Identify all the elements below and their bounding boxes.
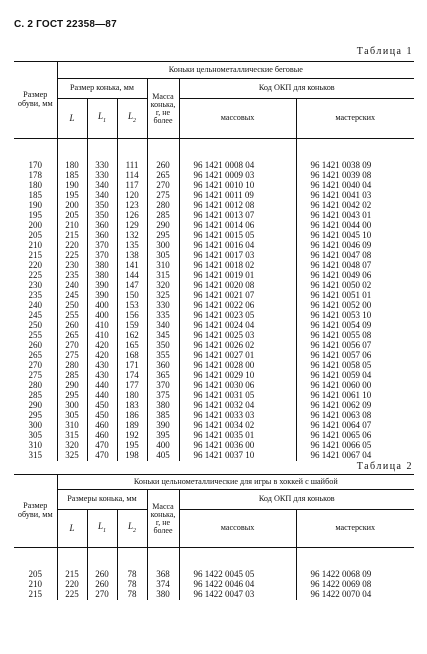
table-cell: 320 — [57, 441, 87, 451]
table-cell: 96 1421 0027 01 — [179, 351, 296, 361]
table-cell: 215 — [57, 231, 87, 241]
table-cell: 340 — [87, 181, 117, 191]
table-cell: 78 — [117, 570, 147, 580]
table-cell: 390 — [87, 291, 117, 301]
table-cell: 280 — [28, 380, 42, 391]
table-cell: 315 — [57, 431, 87, 441]
table-cell: 265 — [57, 331, 87, 341]
table-cell: 96 1421 0024 04 — [179, 321, 296, 331]
table-cell: 260 — [87, 570, 117, 580]
table-cell: 117 — [117, 181, 147, 191]
table-cell: 215 — [28, 250, 42, 261]
col-L: L — [57, 510, 87, 548]
table-cell: 96 1421 0037 10 — [179, 451, 296, 461]
col-shoe-size: Размер обуви, мм — [14, 475, 57, 548]
table-cell: 380 — [147, 401, 179, 411]
table-cell: 185 — [57, 171, 87, 181]
table-1-group-title: Коньки цельнометаллические беговые — [57, 62, 414, 79]
table-cell: 96 1421 0028 00 — [179, 361, 296, 371]
table-cell: 96 1421 0067 04 — [296, 451, 414, 461]
table-cell: 305 — [57, 411, 87, 421]
col-L1: $L_1$ — [87, 99, 117, 139]
table-cell: 195 — [28, 210, 42, 221]
table-cell: 430 — [87, 371, 117, 381]
table-cell: 470 — [87, 441, 117, 451]
table-cell: 310 — [57, 421, 87, 431]
table-cell: 96 1422 0047 03 — [179, 590, 296, 600]
table-cell: 96 1421 0058 05 — [296, 361, 414, 371]
table-cell: 270 — [57, 341, 87, 351]
table-cell: 96 1421 0039 08 — [296, 171, 414, 181]
table-cell: 96 1421 0023 05 — [179, 311, 296, 321]
table-cell: 360 — [87, 231, 117, 241]
table-cell: 114 — [117, 171, 147, 181]
table-cell: 255 — [28, 330, 42, 341]
table-cell: 96 1421 0036 00 — [179, 441, 296, 451]
table-cell: 96 1421 0030 06 — [179, 381, 296, 391]
table-cell: 450 — [87, 411, 117, 421]
table-cell: 225 — [57, 251, 87, 261]
table-cell: 132 — [117, 231, 147, 241]
table-cell: 340 — [147, 321, 179, 331]
table-cell: 215 — [57, 570, 87, 580]
table-cell: 96 1421 0038 09 — [296, 161, 414, 171]
table-cell: 380 — [147, 590, 179, 600]
table-cell: 96 1422 0045 05 — [179, 570, 296, 580]
table-cell: 96 1421 0043 01 — [296, 211, 414, 221]
table-cell: 325 — [147, 291, 179, 301]
table-cell: 96 1422 0068 09 — [296, 570, 414, 580]
table-cell: 365 — [147, 371, 179, 381]
table-cell: 305 — [147, 251, 179, 261]
table-cell: 470 — [87, 451, 117, 461]
table-cell: 235 — [57, 271, 87, 281]
table-cell: 198 — [117, 451, 147, 461]
table-cell: 96 1421 0053 10 — [296, 311, 414, 321]
table-cell: 390 — [147, 421, 179, 431]
table-cell: 370 — [87, 241, 117, 251]
table-cell: 310 — [147, 261, 179, 271]
table-cell: 360 — [147, 361, 179, 371]
table-cell: 96 1421 0057 06 — [296, 351, 414, 361]
table-cell: 96 1421 0061 10 — [296, 391, 414, 401]
table-cell: 385 — [147, 411, 179, 421]
table-cell: 295 — [28, 410, 42, 421]
table-cell: 96 1421 0049 06 — [296, 271, 414, 281]
table-cell: 138 — [117, 251, 147, 261]
col-skate-mass: Масса конька, г, не более — [147, 490, 179, 548]
table-cell: 96 1421 0048 07 — [296, 261, 414, 271]
table-cell: 270 — [147, 181, 179, 191]
col-L1: $L_1$ — [87, 510, 117, 548]
table-cell: 380 — [87, 261, 117, 271]
table-1-caption: Таблица 1 — [356, 46, 413, 57]
table-cell: 96 1421 0063 08 — [296, 411, 414, 421]
table-cell: 96 1421 0054 09 — [296, 321, 414, 331]
table-cell: 400 — [87, 301, 117, 311]
table-cell: 126 — [117, 211, 147, 221]
table-cell: 96 1421 0055 08 — [296, 331, 414, 341]
table-cell: 111 — [117, 161, 147, 171]
table-cell: 96 1421 0020 08 — [179, 281, 296, 291]
table-cell: 275 — [147, 191, 179, 201]
table-cell: 250 — [28, 320, 42, 331]
table-cell: 220 — [57, 241, 87, 251]
col-mass-production: массовых — [179, 99, 296, 139]
table-cell: 285 — [57, 371, 87, 381]
page-header — [14, 19, 117, 30]
table-cell: 178 — [28, 170, 42, 181]
table-cell: 159 — [117, 321, 147, 331]
table-cell: 153 — [117, 301, 147, 311]
standard-code: ГОСТ 22358—87 — [36, 19, 117, 30]
table-cell: 96 1421 0033 03 — [179, 411, 296, 421]
table-cell: 78 — [117, 590, 147, 600]
table-cell: 370 — [147, 381, 179, 391]
page-number: С. 2 — [14, 19, 34, 30]
table-cell: 210 — [57, 221, 87, 231]
table-cell: 192 — [117, 431, 147, 441]
table-cell: 390 — [87, 281, 117, 291]
table-2 — [14, 474, 414, 600]
table-cell: 156 — [117, 311, 147, 321]
table-cell: 185 — [28, 190, 42, 201]
table-cell: 260 — [87, 580, 117, 590]
table-cell: 129 — [117, 221, 147, 231]
table-cell: 330 — [87, 171, 117, 181]
table-cell: 180 — [57, 161, 87, 171]
table-cell: 96 1421 0044 00 — [296, 221, 414, 231]
table-cell: 162 — [117, 331, 147, 341]
table-cell: 350 — [87, 211, 117, 221]
table-2-caption: Таблица 2 — [356, 461, 413, 472]
table-cell: 245 — [28, 310, 42, 321]
table-cell: 290 — [28, 400, 42, 411]
table-cell: 450 — [87, 401, 117, 411]
table-cell: 300 — [28, 420, 42, 431]
table-cell: 200 — [57, 201, 87, 211]
table-cell: 335 — [147, 311, 179, 321]
table-cell: 183 — [117, 401, 147, 411]
table-cell: 410 — [87, 331, 117, 341]
table-cell: 78 — [117, 580, 147, 590]
table-cell: 270 — [87, 590, 117, 600]
col-L2: $L_2$ — [117, 99, 147, 139]
table-cell: 330 — [87, 161, 117, 171]
table-cell: 280 — [57, 361, 87, 371]
table-cell: 205 — [28, 230, 42, 241]
table-cell: 230 — [57, 261, 87, 271]
col-okp-code: Код ОКП для коньков — [179, 490, 414, 510]
table-1-body — [14, 139, 414, 462]
table-cell: 250 — [57, 301, 87, 311]
table-cell: 340 — [87, 191, 117, 201]
table-cell: 205 — [57, 211, 87, 221]
table-cell: 171 — [117, 361, 147, 371]
table-cell: 305 — [28, 430, 42, 441]
table-cell: 96 1421 0015 05 — [179, 231, 296, 241]
table-cell: 225 — [57, 590, 87, 600]
table-cell: 225 — [28, 270, 42, 281]
table-cell: 180 — [117, 391, 147, 401]
table-cell: 285 — [147, 211, 179, 221]
table-cell: 275 — [28, 370, 42, 381]
table-cell: 430 — [87, 361, 117, 371]
table-cell: 285 — [28, 390, 42, 401]
table-cell: 374 — [147, 580, 179, 590]
table-cell: 295 — [57, 391, 87, 401]
table-cell: 96 1421 0026 02 — [179, 341, 296, 351]
table-cell: 440 — [87, 391, 117, 401]
table-cell: 240 — [57, 281, 87, 291]
table-row — [14, 451, 414, 461]
table-cell: 260 — [147, 161, 179, 171]
table-cell: 210 — [28, 579, 42, 590]
table-cell: 235 — [28, 290, 42, 301]
table-cell: 240 — [28, 300, 42, 311]
table-cell: 96 1421 0062 09 — [296, 401, 414, 411]
col-skate-dims: Размер конька, мм — [57, 79, 147, 99]
table-cell: 290 — [147, 221, 179, 231]
table-cell: 400 — [87, 311, 117, 321]
table-2-group-title: Коньки цельнометаллические для игры в хоккей с шайбой — [57, 475, 414, 490]
table-cell: 368 — [147, 570, 179, 580]
table-cell: 96 1421 0016 04 — [179, 241, 296, 251]
table-cell: 170 — [28, 160, 42, 171]
table-cell: 220 — [57, 580, 87, 590]
table-cell: 220 — [28, 260, 42, 271]
table-cell: 195 — [117, 441, 147, 451]
col-okp-code: Код ОКП для коньков — [179, 79, 414, 99]
table-cell: 315 — [28, 450, 42, 461]
table-cell: 135 — [117, 241, 147, 251]
table-cell: 96 1421 0018 02 — [179, 261, 296, 271]
table-cell: 96 1421 0040 04 — [296, 181, 414, 191]
table-cell: 195 — [57, 191, 87, 201]
table-cell: 355 — [147, 351, 179, 361]
table-cell: 350 — [147, 341, 179, 351]
table-cell: 96 1421 0014 06 — [179, 221, 296, 231]
table-cell: 400 — [147, 441, 179, 451]
table-cell: 330 — [147, 301, 179, 311]
table-cell: 96 1421 0065 06 — [296, 431, 414, 441]
table-cell: 300 — [57, 401, 87, 411]
col-L: L — [57, 99, 87, 139]
table-cell: 96 1421 0059 04 — [296, 371, 414, 381]
table-cell: 345 — [147, 331, 179, 341]
table-cell: 96 1421 0012 08 — [179, 201, 296, 211]
table-cell: 165 — [117, 341, 147, 351]
table-cell: 315 — [147, 271, 179, 281]
table-cell: 190 — [28, 200, 42, 211]
table-cell: 180 — [28, 180, 42, 191]
table-cell: 320 — [147, 281, 179, 291]
table-cell: 96 1421 0066 05 — [296, 441, 414, 451]
table-cell: 215 — [28, 589, 42, 600]
table-cell: 96 1421 0045 10 — [296, 231, 414, 241]
table-cell: 177 — [117, 381, 147, 391]
table-cell: 395 — [147, 431, 179, 441]
table-cell: 96 1421 0041 03 — [296, 191, 414, 201]
table-cell: 410 — [87, 321, 117, 331]
col-shoe-size: Размер обуви, мм — [14, 62, 57, 139]
table-cell: 96 1421 0017 03 — [179, 251, 296, 261]
table-cell: 200 — [28, 220, 42, 231]
table-cell: 96 1421 0052 00 — [296, 301, 414, 311]
table-cell: 174 — [117, 371, 147, 381]
table-cell: 325 — [57, 451, 87, 461]
table-cell: 186 — [117, 411, 147, 421]
col-skate-dims: Размеры конька, мм — [57, 490, 147, 510]
col-mass-production: массовых — [179, 510, 296, 548]
table-cell: 96 1421 0013 07 — [179, 211, 296, 221]
table-cell: 96 1422 0070 04 — [296, 590, 414, 600]
table-cell: 300 — [147, 241, 179, 251]
table-cell: 310 — [28, 440, 42, 451]
table-cell: 440 — [87, 381, 117, 391]
table-cell: 230 — [28, 280, 42, 291]
table-cell: 290 — [57, 381, 87, 391]
table-cell: 265 — [28, 350, 42, 361]
table-cell: 96 1421 0025 03 — [179, 331, 296, 341]
table-cell: 96 1422 0069 08 — [296, 580, 414, 590]
table-cell: 96 1421 0021 07 — [179, 291, 296, 301]
table-cell: 260 — [57, 321, 87, 331]
table-1 — [14, 61, 414, 461]
table-cell: 96 1421 0010 10 — [179, 181, 296, 191]
table-cell: 96 1421 0019 01 — [179, 271, 296, 281]
table-cell: 275 — [57, 351, 87, 361]
table-cell: 96 1421 0011 09 — [179, 191, 296, 201]
col-skate-mass: Масса конька, г, не более — [147, 79, 179, 139]
table-cell: 190 — [57, 181, 87, 191]
table-cell: 168 — [117, 351, 147, 361]
table-cell: 295 — [147, 231, 179, 241]
table-cell: 123 — [117, 201, 147, 211]
table-cell: 420 — [87, 351, 117, 361]
table-cell: 96 1421 0046 09 — [296, 241, 414, 251]
table-cell: 96 1421 0060 00 — [296, 381, 414, 391]
table-cell: 141 — [117, 261, 147, 271]
table-cell: 96 1421 0056 07 — [296, 341, 414, 351]
table-cell: 370 — [87, 251, 117, 261]
table-cell: 96 1421 0050 02 — [296, 281, 414, 291]
table-cell: 420 — [87, 341, 117, 351]
table-cell: 460 — [87, 431, 117, 441]
table-cell: 120 — [117, 191, 147, 201]
table-cell: 350 — [87, 201, 117, 211]
table-cell: 150 — [117, 291, 147, 301]
table-cell: 144 — [117, 271, 147, 281]
table-cell: 96 1421 0009 03 — [179, 171, 296, 181]
table-cell: 96 1421 0047 08 — [296, 251, 414, 261]
table-cell: 360 — [87, 221, 117, 231]
table-cell: 96 1421 0032 04 — [179, 401, 296, 411]
table-row — [14, 590, 414, 600]
table-cell: 210 — [28, 240, 42, 251]
table-cell: 96 1421 0035 01 — [179, 431, 296, 441]
table-cell: 460 — [87, 421, 117, 431]
table-cell: 255 — [57, 311, 87, 321]
table-cell: 96 1421 0042 02 — [296, 201, 414, 211]
table-cell: 96 1422 0046 04 — [179, 580, 296, 590]
table-cell: 96 1421 0029 10 — [179, 371, 296, 381]
table-cell: 270 — [28, 360, 42, 371]
table-cell: 260 — [28, 340, 42, 351]
table-2-body — [14, 548, 414, 601]
table-cell: 96 1421 0064 07 — [296, 421, 414, 431]
col-master: мастерских — [296, 510, 414, 548]
table-cell: 265 — [147, 171, 179, 181]
table-cell: 189 — [117, 421, 147, 431]
table-cell: 405 — [147, 451, 179, 461]
table-cell: 205 — [28, 569, 42, 580]
table-cell: 280 — [147, 201, 179, 211]
table-cell: 245 — [57, 291, 87, 301]
table-cell: 147 — [117, 281, 147, 291]
table-cell: 96 1421 0031 05 — [179, 391, 296, 401]
table-cell: 96 1421 0034 02 — [179, 421, 296, 431]
table-cell: 96 1421 0051 01 — [296, 291, 414, 301]
table-cell: 375 — [147, 391, 179, 401]
table-cell: 96 1421 0008 04 — [179, 161, 296, 171]
col-L2: $L_2$ — [117, 510, 147, 548]
table-cell: 96 1421 0022 06 — [179, 301, 296, 311]
col-master: мастерских — [296, 99, 414, 139]
table-cell: 380 — [87, 271, 117, 281]
